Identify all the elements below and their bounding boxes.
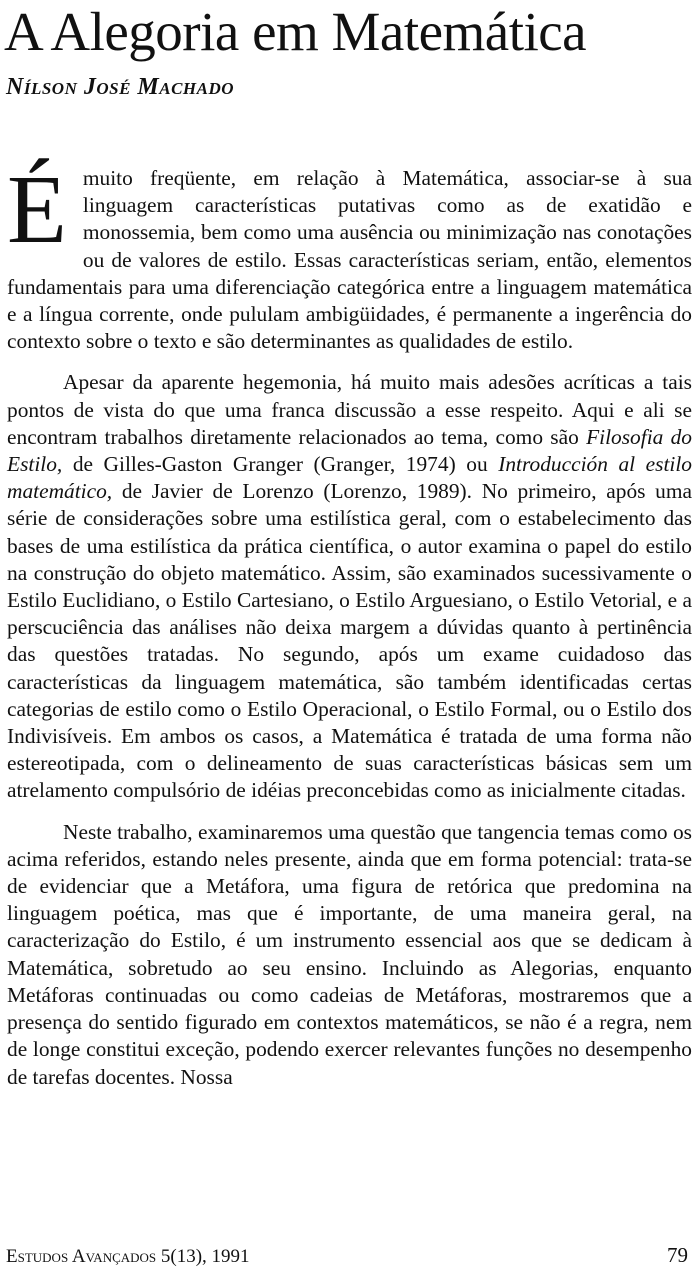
paragraph-3-text: Neste trabalho, examinaremos uma questão que tangencia temas como os acima referidos, estando neles presente, ainda que em forma potencial: trata-se de evidenciar que a Metáfora, uma figura de retórica que predomina na linguagem poética, mas que é importante, de uma maneira geral, na caracterização do Estilo, é um instrumento essencial aos que se dedicam à Matemática, sobretudo ao seu ensino. Incluindo as Alegorias, enquanto Metáforas continuadas ou como cadeias de Metáforas, mostraremos que a presença do sentido figurado em contextos matemáticos, se não é a regra, nem de longe constitui exceção, podendo exercer relevantes funções no desempenho de tarefas docentes. Nossa	[7, 819, 692, 1089]
paragraph-2-text-b: de Gilles-Gaston Granger (Granger, 1974) ou	[62, 452, 499, 477]
paragraph-2	[7, 369, 692, 804]
article-author: Nílson José Machado	[6, 74, 235, 100]
paragraph-3	[7, 819, 692, 1091]
paragraph-2-text-c: de Javier de Lorenzo (Lorenzo, 1989). No primeiro, após uma série de considerações sobre uma estilística geral, com o estabelecimento das bases de uma estilística da prática científica, o autor examina o papel do estilo na construção do objeto matemático. Assim, são examinados sucessivamente o Estilo Euclidiano, o Estilo Cartesiano, o Estilo Arguesiano, o Estilo Vetorial, e a perscuciência das análises não deixa margem a dúvidas quanto à pertinência das questões tratadas. No segundo, após um exame cuidadoso das características da linguagem matemática, são também identificadas certas categorias de estilo como o Estilo Operacional, o Estilo Formal, ou o Estilo dos Indivisíveis. Em ambos os casos, a Matemática é tratada de uma forma não estereotipada, com o delineamento de suas características básicas sem um atrelamento compulsório de idéias preconcebidas como as inicialmente citadas.	[7, 479, 692, 803]
book-title-filosofia: Filosofia do Estilo,	[7, 424, 692, 477]
footer-journal-citation: Estudos Avançados 5(13), 1991	[6, 1246, 250, 1267]
paragraph-1-text: muito freqüente, em relação à Matemática, associar-se à sua linguagem características putativas como as de exatidão e monossemia, bem como uma ausência ou minimização nas conotações ou de valores de estilo. Essas características seriam, então, elementos fundamentais para uma diferenciação categórica entre a linguagem matemática e a língua corrente, onde pululam ambigüidades, é permanente a ingerência do contexto sobre o texto e são determinantes as qualidades de estilo.	[7, 166, 692, 354]
book-title-introduccion: Introducción al estilo matemático,	[7, 452, 692, 504]
paragraph-1	[7, 156, 692, 355]
article-body	[7, 156, 692, 1105]
drop-cap: É	[7, 156, 67, 264]
article-title: A Alegoria em Matemática	[4, 1, 587, 62]
paragraph-2-text-a: Apesar da aparente hegemonia, há muito mais adesões acríticas a tais pontos de vista do que uma franca discussão a esse respeito. Aqui e ali se encontram trabalhos diretamente relacionados ao tema, como são	[7, 370, 692, 449]
page-number: 79	[667, 1243, 688, 1267]
